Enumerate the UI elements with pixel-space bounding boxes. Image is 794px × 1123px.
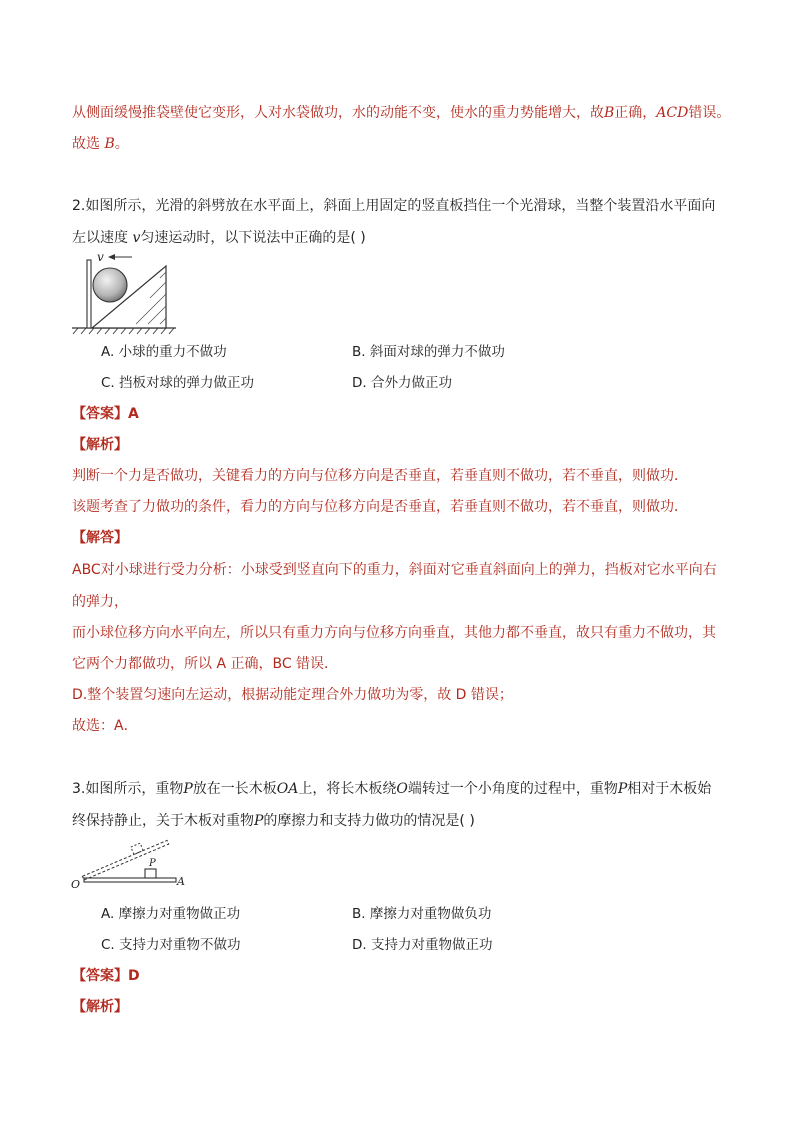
analysis-tag: 【解析】 [72,999,128,1015]
q3-analysis-tag [72,997,128,1017]
q2-solution-line-4: 它两个力都做功，所以 A 正确，BC 错误． [72,656,339,672]
q3-option-c: C. 支持力对重物不做功 [101,937,241,953]
intro-text: 从侧面缓慢推袋壁使它变形，人对水袋做功，水的动能不变，使水的重力势能增大，故 [72,105,604,121]
board-oa [84,878,176,882]
block-p [145,869,156,878]
intro-text: 正确， [614,105,657,121]
q3-answer [72,966,140,986]
label-o: O [71,878,81,890]
q2-wedge-ball-figure [70,248,180,336]
q3-option-b: B. 摩擦力对重物做负功 [352,906,492,922]
intro-text: 。 [114,136,129,152]
rotated-block [131,843,143,854]
q2-velocity-symbol: v [132,230,141,246]
q2-solution-line-5: D.整个装置匀速向左运动，根据动能定理合外力做功为零，故 D 错误； [72,687,513,703]
velocity-label: v [97,250,104,264]
q2-solution-line-1: ABC对小球进行受力分析：小球受到竖直向下的重力，斜面对它垂直斜面向上的弹力，挡板对它水平向右 [72,562,717,578]
q2-analysis-tag [72,435,128,455]
q2-solution-tag [72,528,128,548]
label-a: A [177,875,185,888]
q2-option-a: A. 小球的重力不做功 [101,344,227,360]
q3-symbol-oa: OA [276,781,299,797]
ground-hatching [73,328,174,334]
q2-stem-line-2 [72,228,366,248]
solution-tag: 【解答】 [72,530,128,546]
q3-stem-text: 3.如图所示，重物 [72,781,184,797]
label-p: P [149,858,156,869]
ball [93,268,127,302]
q2-analysis-line-2: 该题考查了力做功的条件，看力的方向与位移方向是否垂直，若垂直则不做功，若不垂直，则做功． [72,499,688,515]
intro-option-acd: ACD [656,105,689,121]
q2-analysis-line-1: 判断一个力是否做功，关键看力的方向与位移方向是否垂直，若垂直则不做功，若不垂直，则做功． [72,468,688,484]
q3-stem-line-1 [72,779,711,799]
intro-option-b: B [604,105,615,121]
q3-option-a: A. 摩擦力对重物做正功 [101,906,241,922]
analysis-tag: 【解析】 [72,437,128,453]
answer-value: D [128,968,140,984]
q3-board-figure [68,834,192,890]
intro-choice: B [104,136,115,152]
answer-tag: 【答案】 [72,406,128,422]
q3-stem-text: 的摩擦力和支持力做功的情况是( ) [263,813,475,829]
q2-option-d: D. 合外力做正功 [352,375,452,391]
q3-symbol-p: P [617,781,628,797]
vertical-board [87,260,91,328]
q2-answer [72,404,139,424]
q3-symbol-p: P [183,781,193,797]
answer-tag: 【答案】 [72,968,128,984]
q3-symbol-p: P [254,813,264,829]
q2-stem-text: 左以速度 [72,230,128,246]
q2-solution-line-6: 故选：A． [72,718,138,734]
q2-option-c: C. 挡板对球的弹力做正功 [101,375,255,391]
q3-stem-line-2 [72,811,475,831]
q2-solution-line-2: 的弹力， [72,594,128,610]
q3-stem-text: 上，将长木板绕 [298,781,397,797]
q2-stem-line-1: 2.如图所示，光滑的斜劈放在水平面上，斜面上用固定的竖直板挡住一个光滑球，当整个装置沿水平面向 [72,198,716,214]
q2-solution-line-3: 而小球位移方向水平向左，所以只有重力方向与位移方向垂直，其他力都不垂直，故只有重力不做功，其 [72,625,716,641]
intro-line-2 [72,134,129,154]
q2-stem-text: 匀速运动时，以下说法中正确的是( ) [140,230,366,246]
q3-stem-text: 终保持静止，关于木板对重物 [72,813,254,829]
answer-value: A [128,406,139,422]
q3-stem-text: 放在一长木板 [192,781,277,797]
q3-option-d: D. 支持力对重物做正功 [352,937,493,953]
q2-option-b: B. 斜面对球的弹力不做功 [352,344,505,360]
intro-text: 故选 [72,136,100,152]
intro-line-1 [72,103,730,123]
intro-text: 错误。 [688,105,731,121]
q3-stem-text: 端转过一个小角度的过程中，重物 [407,781,618,797]
q3-symbol-o: O [396,781,408,797]
velocity-arrowhead [108,254,115,260]
q3-stem-text: 相对于木板始 [627,781,712,797]
